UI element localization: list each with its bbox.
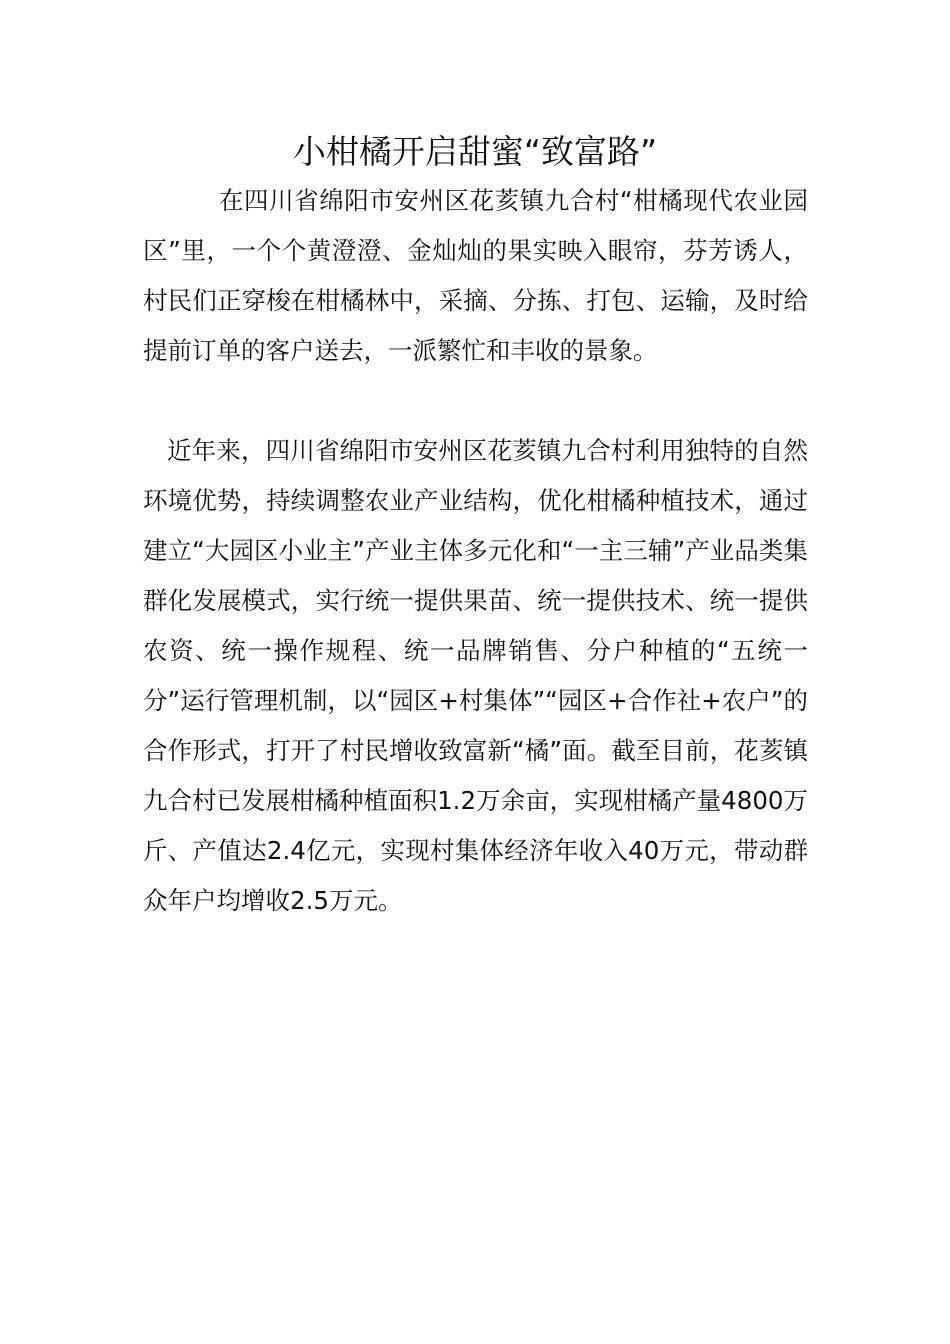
paragraph-1: 在四川省绵阳市安州区花荄镇九合村“柑橘现代农业园区”里，一个个黄澄澄、金灿灿的果实映入眼帘，芬芳诱人，村民们正穿梭在柑橘林中，采摘、分拣、打包、运输，及时给提前订单的客户送去，一派繁忙和丰收的景象。 bbox=[143, 186, 808, 365]
paragraph-2: 近年来，四川省绵阳市安州区花荄镇九合村利用独特的自然环境优势，持续调整农业产业结构，优化柑橘种植技术，通过建立“大园区小业主”产业主体多元化和“一主三辅”产业品类集群化发展模式，实行统一提供果苗、统一提供技术、统一提供农资、统一操作规程、统一品牌销售、分户种植的“五统一分”运行管理机制，以“园区+村集体”“园区+合作社+农户”的合作形式，打开了村民增收致富新“橘”面。截至目前，花荄镇九合村已发展柑橘种植面积1.2万余亩，实现柑橘产量4800万斤、产值达2.4亿元，实现村集体经济年收入40万元，带动群众年户均增收2.5万元。 bbox=[143, 436, 808, 915]
document-title: 小柑橘开启甜蜜“致富路” bbox=[292, 132, 658, 171]
